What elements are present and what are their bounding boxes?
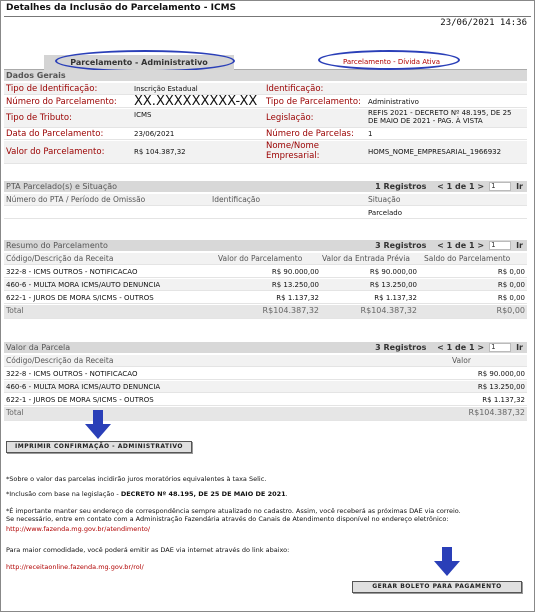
resumo-entrada: R$ 13.250,00 bbox=[369, 281, 417, 289]
col-numero-pta: Número do PTA / Período de Omissão bbox=[6, 195, 146, 204]
section-resumo-title: Resumo do Parcelamento bbox=[6, 241, 108, 250]
section-resumo-parcelamento bbox=[4, 240, 527, 251]
pager-prev-button[interactable]: < bbox=[437, 343, 444, 352]
table-row bbox=[4, 207, 527, 219]
note-juros: *Sobre o valor das parcelas incidirão juros moratórios equivalentes à taxa Selic. bbox=[6, 475, 267, 483]
label-data-parcelamento: Data do Parcelamento: bbox=[6, 129, 104, 139]
resumo-desc: 322-8 - ICMS OUTROS - NOTIFICACAO bbox=[6, 268, 138, 276]
col-identificacao: Identificação bbox=[212, 195, 261, 204]
col-valor-entrada: Valor da Entrada Prévia bbox=[322, 254, 410, 263]
section-dados-gerais: Dados Gerais bbox=[4, 70, 527, 81]
pager-prev-button[interactable]: < bbox=[437, 182, 444, 191]
link-receita-online[interactable]: http://receitaonline.fazenda.mg.gov.br/rol/ bbox=[6, 563, 144, 571]
pta-header-row bbox=[4, 194, 527, 206]
row-tipo-tributo bbox=[4, 109, 527, 128]
label-legislacao: Legislação: bbox=[266, 113, 314, 123]
value-valor-parcelamento: R$ 104.387,32 bbox=[134, 148, 186, 156]
annotation-arrow-down-icon bbox=[432, 547, 462, 577]
col-valor: Valor bbox=[452, 356, 471, 365]
pta-situacao: Parcelado bbox=[368, 209, 403, 217]
tab-parcelamento-administrativo[interactable]: Parcelamento - Administrativo bbox=[44, 55, 234, 70]
parcela-header-row bbox=[4, 355, 527, 367]
pager-next-button[interactable]: > bbox=[477, 343, 485, 352]
pager-page-input[interactable]: 1 bbox=[489, 343, 511, 352]
page-title: Detalhes da Inclusão do Parcelamento - ICMS bbox=[6, 3, 237, 13]
pager-registros: 3 Registros bbox=[375, 343, 427, 352]
resumo-total-entrada: R$104.387,32 bbox=[360, 306, 417, 315]
section-valor-parcela bbox=[4, 342, 527, 353]
note-endereco-line1: *É importante manter seu endereço de correspondência sempre atualizado no cadastro. Assim, você receberá as próximas DAE via correio. bbox=[6, 507, 461, 515]
pager-registros: 1 Registros bbox=[375, 182, 427, 191]
col-codigo-descricao: Código/Descrição da Receita bbox=[6, 254, 114, 263]
section-parcela-title: Valor da Parcela bbox=[6, 343, 71, 352]
row-valor-parcelamento bbox=[4, 141, 527, 164]
parcela-valor: R$ 90.000,00 bbox=[477, 370, 525, 378]
annotation-arrow-down-icon bbox=[83, 410, 113, 440]
pager-page-input[interactable]: 1 bbox=[489, 241, 511, 250]
value-tipo-parcelamento: Administrativo bbox=[368, 98, 419, 106]
resumo-total-row bbox=[4, 305, 527, 319]
value-tipo-tributo: ICMS bbox=[134, 111, 152, 119]
parcela-total-valor: R$104.387,32 bbox=[468, 408, 525, 417]
link-atendimento[interactable]: http://www.fazenda.mg.gov.br/atendimento/ bbox=[6, 525, 151, 533]
pager-de: de bbox=[455, 343, 467, 352]
note-legislacao-decreto: DECRETO Nº 48.195, DE 25 DE MAIO DE 2021 bbox=[120, 490, 286, 498]
pager-next-button[interactable]: > bbox=[477, 182, 485, 191]
resumo-header-row bbox=[4, 253, 527, 265]
annotation-oval-administrativo bbox=[55, 50, 235, 72]
pager-go-button[interactable]: Ir bbox=[516, 182, 523, 191]
resumo-entrada: R$ 90.000,00 bbox=[369, 268, 417, 276]
tab-parcelamento-divida-ativa[interactable]: Parcelamento - Dívida Ativa bbox=[342, 58, 441, 66]
pager-de: de bbox=[455, 182, 467, 191]
pager-pta bbox=[375, 181, 523, 192]
parcela-desc: 622-1 - JUROS DE MORA S/ICMS - OUTROS bbox=[6, 396, 154, 404]
table-row bbox=[4, 368, 527, 380]
col-valor-parcelamento: Valor do Parcelamento bbox=[218, 254, 303, 263]
header-datetime: 23/06/2021 14:36 bbox=[440, 18, 527, 28]
note-endereco-line2: Se necessário, entre em contato com a Administração Fazendária através do Canais de Atendimento disponível no endereço eletrônico: bbox=[6, 515, 449, 523]
pager-resumo bbox=[375, 240, 523, 251]
section-pta-parcelado bbox=[4, 181, 527, 192]
resumo-saldo: R$ 0,00 bbox=[497, 281, 525, 289]
label-nome-empresarial-line1: Nome/Nome bbox=[266, 141, 320, 151]
note-comodidade: Para maior comodidade, você poderá emitir as DAE via internet através do link abaixo: bbox=[6, 546, 290, 554]
resumo-desc: 622-1 - JUROS DE MORA S/ICMS - OUTROS bbox=[6, 294, 154, 302]
parcela-desc: 460-6 - MULTA MORA ICMS/AUTO DENUNCIA bbox=[6, 383, 161, 391]
resumo-valor: R$ 90.000,00 bbox=[271, 268, 319, 276]
table-row bbox=[4, 292, 527, 304]
pager-de: de bbox=[455, 241, 467, 250]
resumo-valor: R$ 1.137,32 bbox=[276, 294, 319, 302]
pager-total: 1 bbox=[469, 241, 475, 250]
pager-page-input[interactable]: 1 bbox=[489, 182, 511, 191]
parcela-valor: R$ 1.137,32 bbox=[482, 396, 525, 404]
pager-page: 1 bbox=[446, 182, 453, 191]
imprimir-confirmacao-button[interactable]: IMPRIMIR CONFIRMAÇÃO - ADMINISTRATIVO bbox=[6, 441, 192, 453]
table-row bbox=[4, 381, 527, 393]
pager-page: 1 bbox=[446, 241, 453, 250]
value-legislacao-line1: REFIS 2021 - DECRETO Nº 48.195, DE 25 bbox=[368, 109, 512, 117]
label-valor-parcelamento: Valor do Parcelamento: bbox=[6, 147, 105, 157]
pager-total: 1 bbox=[469, 182, 475, 191]
col-codigo-descricao: Código/Descrição da Receita bbox=[6, 356, 114, 365]
value-data-parcelamento: 23/06/2021 bbox=[134, 130, 175, 138]
col-saldo: Saldo do Parcelamento bbox=[424, 254, 511, 263]
parcela-total-label: Total bbox=[6, 408, 24, 417]
col-situacao: Situação bbox=[368, 195, 401, 204]
pager-registros: 3 Registros bbox=[375, 241, 427, 250]
pager-prev-button[interactable]: < bbox=[437, 241, 444, 250]
value-numero-parcelamento: XX.XXXXXXXXX-XX bbox=[134, 94, 258, 109]
header-divider bbox=[4, 16, 531, 17]
table-row bbox=[4, 394, 527, 406]
label-tipo-tributo: Tipo de Tributo: bbox=[6, 113, 72, 123]
label-identificacao: Identificação: bbox=[266, 84, 324, 94]
pager-parcela bbox=[375, 342, 523, 353]
row-tipo-identificacao bbox=[4, 83, 527, 95]
row-data-parcelamento bbox=[4, 128, 527, 140]
value-numero-parcelas: 1 bbox=[368, 130, 373, 138]
table-row bbox=[4, 279, 527, 291]
resumo-desc: 460-6 - MULTA MORA ICMS/AUTO DENUNCIA bbox=[6, 281, 161, 289]
pager-next-button[interactable]: > bbox=[477, 241, 485, 250]
parcela-valor: R$ 13.250,00 bbox=[477, 383, 525, 391]
label-nome-empresarial-line2: Empresarial: bbox=[266, 151, 320, 161]
table-row bbox=[4, 266, 527, 278]
note-legislacao-prefix: *Inclusão com base na legislação - bbox=[6, 490, 121, 498]
value-legislacao-line2: DE MAIO DE 2021 - PAG. À VISTA bbox=[368, 117, 483, 125]
resumo-valor: R$ 13.250,00 bbox=[271, 281, 319, 289]
note-legislacao-suffix: . bbox=[285, 490, 288, 498]
pager-total: 1 bbox=[469, 343, 475, 352]
label-tipo-identificacao: Tipo de Identificação: bbox=[6, 84, 98, 94]
label-tipo-parcelamento: Tipo de Parcelamento: bbox=[266, 97, 361, 107]
gerar-boleto-button[interactable]: GERAR BOLETO PARA PAGAMENTO bbox=[352, 581, 522, 593]
label-numero-parcelamento: Número do Parcelamento: bbox=[6, 97, 117, 107]
resumo-total-saldo: R$0,00 bbox=[496, 306, 525, 315]
parcela-desc: 322-8 - ICMS OUTROS - NOTIFICACAO bbox=[6, 370, 138, 378]
resumo-saldo: R$ 0,00 bbox=[497, 268, 525, 276]
value-nome-empresarial: HOMS_NOME_EMPRESARIAL_1966932 bbox=[368, 148, 502, 156]
resumo-saldo: R$ 0,00 bbox=[497, 294, 525, 302]
resumo-total-label: Total bbox=[6, 306, 24, 315]
pager-go-button[interactable]: Ir bbox=[516, 241, 523, 250]
annotation-oval-divida-ativa bbox=[318, 50, 460, 70]
resumo-entrada: R$ 1.137,32 bbox=[374, 294, 417, 302]
resumo-total-valor: R$104.387,32 bbox=[262, 306, 319, 315]
note-legislacao bbox=[6, 490, 288, 498]
value-tipo-identificacao: Inscrição Estadual bbox=[134, 85, 198, 93]
pager-page: 1 bbox=[446, 343, 453, 352]
section-pta-title: PTA Parcelado(s) e Situação bbox=[6, 182, 118, 191]
label-numero-parcelas: Número de Parcelas: bbox=[266, 129, 354, 139]
pager-go-button[interactable]: Ir bbox=[516, 343, 523, 352]
